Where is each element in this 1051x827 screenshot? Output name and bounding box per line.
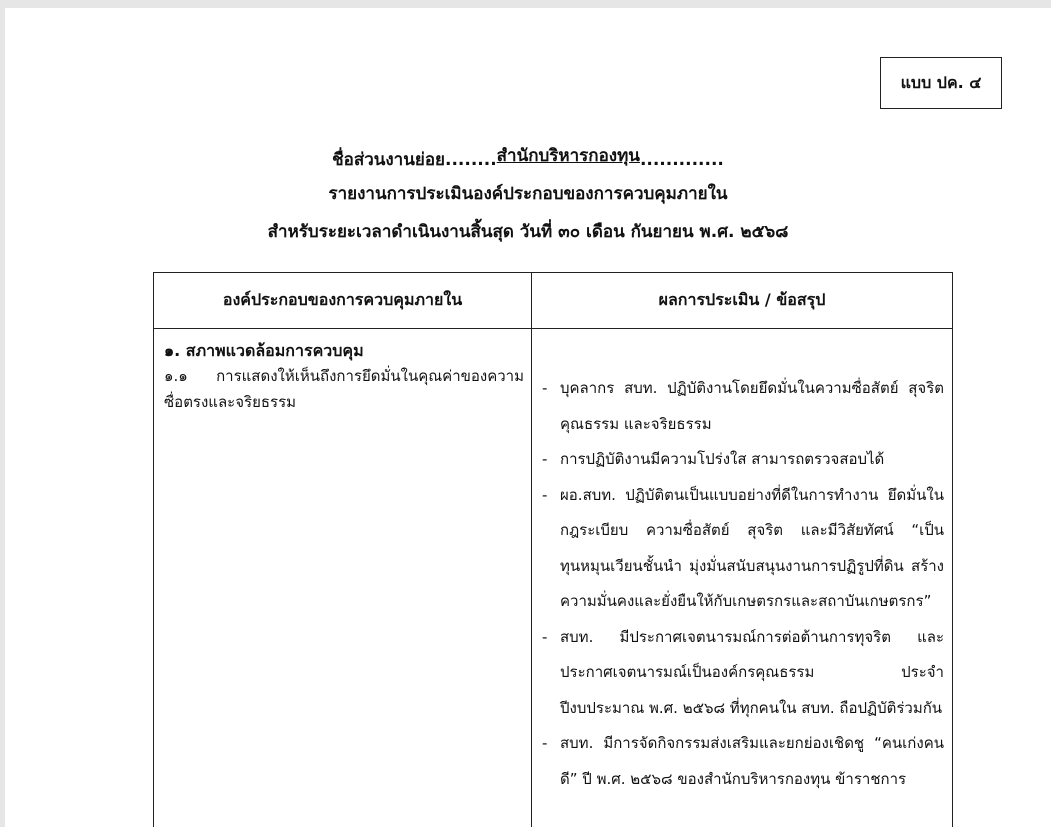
results-cell: [542, 371, 944, 797]
result-item: - ผอ.สบท. ปฏิบัติตนเป็นแบบอย่างที่ดีในการทำงาน ยึดมั่นในกฎระเบียบ ความซื่อสัตย์ สุจริต และมีวิสัยทัศน์ “เป็นทุนหมุนเวียนชั้นนำ มุ่งมั่นสนับสนุนงานการปฏิรูปที่ดิน สร้างความมั่นคงและยั่งยืนให้กับเกษตรกรและสถาบันเกษตรกร”: [542, 478, 944, 620]
column-header-results: ผลการประเมิน / ข้อสรุป: [658, 290, 826, 309]
report-title: รายงานการประเมินองค์ประกอบของการควบคุมภายใน: [328, 184, 728, 204]
document-page: [5, 8, 1051, 827]
form-code-box: [880, 57, 1002, 109]
column-header-components: องค์ประกอบของการควบคุมภายใน: [222, 290, 463, 309]
header-divider: [154, 328, 952, 329]
result-item: - สบท. มีประกาศเจตนารมณ์การต่อต้านการทุจริต และประกาศเจตนารมณ์เป็นองค์กรคุณธรรม ประจำปีงบประมาณ พ.ศ. ๒๕๖๘ ที่ทุกคนใน สบท. ถือปฏิบัติร่วมกัน: [542, 620, 944, 727]
component-item: ๑.๑ การแสดงให้เห็นถึงการยึดมั่นในคุณค่าของความซื่อตรงและจริยธรรม: [164, 367, 524, 411]
components-cell: [164, 339, 524, 415]
form-code: แบบ ปค. ๔: [900, 72, 982, 92]
unit-name: สำนักบริหารกองทุน: [496, 146, 640, 166]
section-title: ๑. สภาพแวดล้อมการควบคุม: [164, 341, 364, 360]
result-item: - การปฏิบัติงานมีความโปร่งใส สามารถตรวจสอบได้: [542, 442, 944, 478]
report-period: สำหรับระยะเวลาดำเนินงานสิ้นสุด วันที่ ๓๐ เดือน กันยายน พ.ศ. ๒๕๖๘: [267, 222, 789, 242]
dots-left: ........: [444, 150, 497, 170]
dots-right: .............: [639, 150, 724, 170]
result-item: - สบท. มีการจัดกิจกรรมส่งเสริมและยกย่องเชิดชู “คนเก่งคนดี” ปี พ.ศ. ๒๕๖๘ ของสำนักบริหารกองทุน ข้าราชการ: [542, 726, 944, 797]
assessment-table: [153, 272, 953, 827]
unit-label: ชื่อส่วนงานย่อย: [332, 150, 445, 170]
result-item: - บุคลากร สบท. ปฏิบัติงานโดยยึดมั่นในความซื่อสัตย์ สุจริต คุณธรรม และจริยธรรม: [542, 371, 944, 442]
column-divider: [531, 273, 532, 827]
unit-line: [5, 146, 1051, 173]
